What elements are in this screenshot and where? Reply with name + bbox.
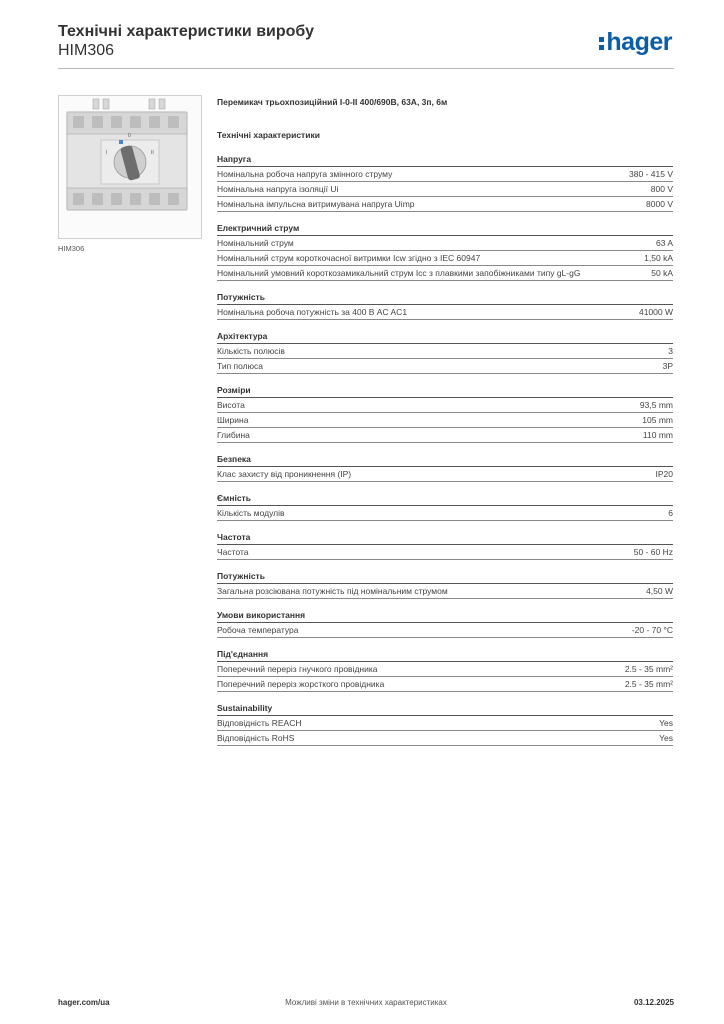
section-title: Під'єднання (217, 648, 673, 662)
spec-row (217, 731, 673, 746)
product-code: HIM306 (58, 42, 115, 59)
spec-value: 50 - 60 Hz (633, 547, 673, 557)
spec-value: 93,5 mm (639, 400, 673, 410)
document-title: Технічні характеристики виробу (58, 23, 314, 40)
spec-label: Номінальна імпульсна витримувана напруга Uimp (217, 199, 415, 209)
spec-value: 3P (662, 361, 673, 371)
spec-row (217, 716, 673, 731)
spec-value: 1,50 kA (644, 253, 673, 263)
spec-section (217, 531, 673, 560)
spec-row (217, 266, 673, 281)
spec-label: Поперечний переріз жорсткого провідника (217, 679, 385, 689)
section-title: Розміри (217, 384, 673, 398)
spec-section (217, 453, 673, 482)
spec-row (217, 677, 673, 692)
spec-row (217, 305, 673, 320)
logo-text: hager (606, 28, 672, 56)
spec-value: 3 (668, 346, 673, 356)
spec-label: Кількість полюсів (217, 346, 285, 356)
spec-row (217, 584, 673, 599)
spec-section (217, 492, 673, 521)
spec-label: Відповідність REACH (217, 718, 302, 728)
spec-sections (217, 153, 673, 746)
spec-value: 4,50 W (646, 586, 673, 596)
spec-row (217, 506, 673, 521)
spec-value: 2.5 - 35 mm² (624, 664, 673, 674)
spec-value: 110 mm (642, 430, 673, 440)
hager-logo (599, 28, 672, 57)
spec-label: Номінальна робоча потужність за 400 В AC AC1 (217, 307, 408, 317)
footer-website-link[interactable]: hager.com/ua (58, 998, 110, 1007)
spec-row (217, 251, 673, 266)
spec-row (217, 428, 673, 443)
spec-label: Номінальний умовний короткозамикальний струм Icc з плавкими запобіжниками типу gL-gG (217, 268, 581, 278)
spec-row (217, 413, 673, 428)
spec-label: Номінальна робоча напруга змінного струму (217, 169, 393, 179)
spec-row (217, 236, 673, 251)
section-title: Потужність (217, 291, 673, 305)
spec-value: Yes (659, 718, 673, 728)
spec-label: Клас захисту від проникнення (IP) (217, 469, 352, 479)
spec-label: Робоча температура (217, 625, 299, 635)
spec-value: Yes (659, 733, 673, 743)
logo-dots-icon (599, 35, 604, 51)
spec-value: 63 A (655, 238, 673, 248)
spec-label: Номінальний струм короткочасної витримки Icw згідно з IEC 60947 (217, 253, 481, 263)
spec-value: 6 (668, 508, 673, 518)
footer-date: 03.12.2025 (633, 998, 674, 1007)
spec-value: 8000 V (646, 199, 673, 209)
spec-content (217, 96, 673, 746)
spec-section (217, 570, 673, 599)
spec-value: 41000 W (638, 307, 673, 317)
section-title: Ємність (217, 492, 673, 506)
spec-label: Загальна розсіювана потужність під номінальним струмом (217, 586, 448, 596)
spec-row (217, 398, 673, 413)
switch-disconnector-icon (59, 96, 201, 238)
spec-label: Номінальна напруга ізоляції Ui (217, 184, 339, 194)
spec-row (217, 167, 673, 182)
footer-notice: Можливі зміни в технічних характеристиках (285, 998, 447, 1007)
svg-text:0: 0 (128, 133, 131, 139)
spec-row (217, 359, 673, 374)
section-title: Частота (217, 531, 673, 545)
svg-text:I: I (106, 150, 108, 156)
spec-heading: Технічні характеристики (217, 130, 320, 140)
section-title: Умови використання (217, 609, 673, 623)
product-description: Перемикач трьохпозиційний I-0-II 400/690В, 63А, 3п, 6м (217, 97, 448, 107)
spec-value: 50 kA (651, 268, 673, 278)
spec-label: Ширина (217, 415, 249, 425)
spec-row (217, 662, 673, 677)
spec-label: Висота (217, 400, 245, 410)
spec-section (217, 222, 673, 281)
section-title: Напруга (217, 153, 673, 167)
spec-section (217, 648, 673, 692)
spec-row (217, 182, 673, 197)
section-title: Архітектура (217, 330, 673, 344)
section-title: Електричний струм (217, 222, 673, 236)
image-caption: HIM306 (58, 244, 85, 253)
spec-section (217, 330, 673, 374)
spec-row (217, 197, 673, 212)
spec-row (217, 344, 673, 359)
header-divider (58, 68, 674, 69)
spec-section (217, 609, 673, 638)
spec-label: Відповідність RoHS (217, 733, 295, 743)
section-title: Безпека (217, 453, 673, 467)
spec-label: Поперечний переріз гнучкого провідника (217, 664, 378, 674)
spec-label: Частота (217, 547, 249, 557)
product-image (58, 95, 202, 239)
spec-label: Номінальний струм (217, 238, 294, 248)
spec-label: Кількість модулів (217, 508, 285, 518)
section-title: Sustainability (217, 702, 673, 716)
spec-section (217, 384, 673, 443)
svg-text:II: II (151, 150, 154, 156)
spec-section (217, 153, 673, 212)
section-title: Потужність (217, 570, 673, 584)
spec-row (217, 623, 673, 638)
spec-row (217, 467, 673, 482)
spec-value: 800 V (650, 184, 673, 194)
spec-section (217, 702, 673, 746)
spec-value: -20 - 70 °C (631, 625, 673, 635)
spec-value: 105 mm (642, 415, 673, 425)
spec-label: Тип полюса (217, 361, 263, 371)
spec-value: 2.5 - 35 mm² (624, 679, 673, 689)
spec-section (217, 291, 673, 320)
page-header (58, 22, 674, 60)
spec-row (217, 545, 673, 560)
spec-value: 380 - 415 V (629, 169, 673, 179)
spec-value: IP20 (655, 469, 673, 479)
spec-label: Глибина (217, 430, 250, 440)
